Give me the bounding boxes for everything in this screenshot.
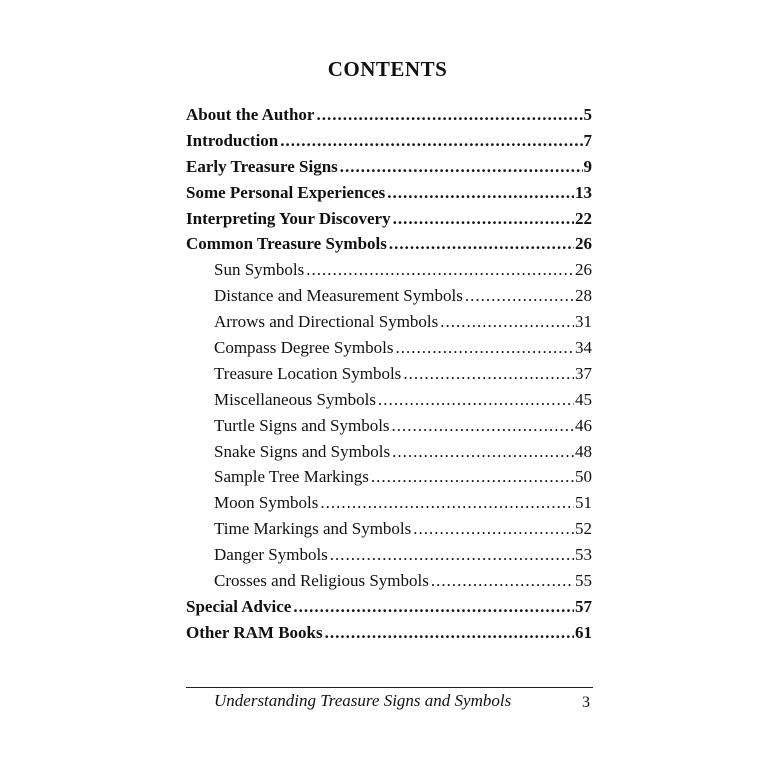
toc-subentry-miscellaneous-symbols[interactable] [186, 390, 592, 416]
toc-entry-introduction[interactable] [186, 131, 592, 157]
dot-leader [431, 571, 574, 591]
toc-entry-label: Snake Signs and Symbols [214, 441, 391, 461]
page-number: 3 [582, 694, 590, 711]
toc-entry-label: Arrows and Directional Symbols [214, 312, 439, 332]
toc-entry-page: 50 [575, 467, 592, 487]
dot-leader [325, 623, 574, 643]
toc-entry-page: 37 [575, 363, 592, 383]
toc-entry-label: Danger Symbols [214, 545, 328, 565]
toc-entry-label: Common Treasure Symbols [186, 234, 387, 254]
dot-leader [413, 519, 574, 539]
toc-entry-label: Sun Symbols [214, 260, 305, 280]
toc-entry-some-personal-experiences[interactable] [186, 183, 592, 209]
toc-subentry-arrows-and-directional-symbols[interactable] [186, 312, 592, 338]
toc-entry-page: 5 [583, 105, 592, 124]
toc-subentry-turtle-signs-and-symbols[interactable] [186, 416, 592, 442]
toc-entry-page: 26 [575, 260, 592, 280]
dot-leader [393, 209, 574, 229]
dot-leader [378, 390, 574, 410]
toc-entry-label: Treasure Location Symbols [214, 363, 402, 383]
dot-leader [403, 364, 574, 384]
toc-subentry-danger-symbols[interactable] [186, 545, 592, 571]
toc-entry-page: 45 [575, 389, 592, 409]
toc-entry-label: Turtle Signs and Symbols [214, 415, 390, 435]
toc-entry-label: Time Markings and Symbols [214, 519, 412, 539]
toc-entry-label: Sample Tree Markings [214, 467, 369, 487]
toc-entry-page: 53 [575, 545, 592, 565]
page-title: CONTENTS [327, 57, 448, 81]
toc-entry-special-advice[interactable] [186, 597, 592, 623]
dot-leader [387, 183, 574, 203]
toc-entry-label: Early Treasure Signs [186, 156, 338, 176]
dot-leader [320, 493, 574, 513]
dot-leader [293, 597, 574, 617]
toc-entry-page: 31 [575, 312, 592, 332]
toc-entry-label: Other RAM Books [186, 622, 323, 642]
toc-entry-page: 28 [575, 286, 592, 306]
dot-leader [465, 286, 574, 306]
running-footer-title: Understanding Treasure Signs and Symbols [214, 691, 512, 710]
table-of-contents [186, 105, 592, 649]
toc-entry-page: 61 [575, 622, 592, 642]
toc-entry-page: 9 [583, 156, 592, 176]
dot-leader [440, 312, 574, 332]
toc-subentry-compass-degree-symbols[interactable] [186, 338, 592, 364]
toc-entry-label: Crosses and Religious Symbols [214, 571, 429, 591]
dot-leader [392, 416, 574, 436]
toc-entry-page: 22 [575, 208, 592, 228]
toc-entry-page: 7 [583, 130, 592, 150]
toc-entry-label: Interpreting Your Discovery [186, 208, 391, 228]
toc-entry-page: 46 [575, 415, 592, 435]
toc-entry-label: Moon Symbols [214, 493, 319, 513]
dot-leader [392, 442, 574, 462]
toc-entry-page: 55 [575, 571, 592, 591]
dot-leader [371, 467, 574, 487]
toc-entry-label: Compass Degree Symbols [214, 338, 394, 358]
toc-entry-about-the-author[interactable] [186, 105, 592, 131]
toc-entry-early-treasure-signs[interactable] [186, 157, 592, 183]
toc-entry-label: Distance and Measurement Symbols [214, 286, 463, 306]
toc-subentry-sample-tree-markings[interactable] [186, 467, 592, 493]
dot-leader [280, 131, 582, 151]
toc-subentry-time-markings-and-symbols[interactable] [186, 519, 592, 545]
toc-entry-label: About the Author [186, 105, 315, 124]
toc-subentry-distance-and-measurement-symbols[interactable] [186, 286, 592, 312]
dot-leader [340, 157, 583, 177]
toc-entry-page: 57 [575, 596, 592, 616]
toc-entry-page: 48 [575, 441, 592, 461]
toc-entry-other-ram-books[interactable] [186, 623, 592, 649]
toc-subentry-treasure-location-symbols[interactable] [186, 364, 592, 390]
toc-entry-page: 51 [575, 493, 592, 513]
dot-leader [389, 234, 574, 254]
toc-entry-label: Special Advice [186, 596, 292, 616]
footer-divider [186, 687, 593, 688]
toc-entry-interpreting-your-discovery[interactable] [186, 209, 592, 235]
dot-leader [306, 260, 574, 280]
toc-entry-label: Miscellaneous Symbols [214, 389, 376, 409]
toc-entry-page: 13 [575, 182, 592, 202]
toc-entry-label: Introduction [186, 130, 279, 150]
toc-subentry-moon-symbols[interactable] [186, 493, 592, 519]
toc-entry-page: 52 [575, 519, 592, 539]
toc-entry-label: Some Personal Experiences [186, 182, 386, 202]
toc-entry-page: 34 [575, 338, 592, 358]
toc-entry-page: 26 [575, 234, 592, 254]
dot-leader [395, 338, 574, 358]
toc-subentry-sun-symbols[interactable] [186, 260, 592, 286]
dot-leader [316, 105, 582, 125]
dot-leader [330, 545, 574, 565]
toc-subentry-snake-signs-and-symbols[interactable] [186, 442, 592, 468]
toc-subentry-crosses-and-religious-symbols[interactable] [186, 571, 592, 597]
toc-entry-common-treasure-symbols[interactable] [186, 234, 592, 260]
